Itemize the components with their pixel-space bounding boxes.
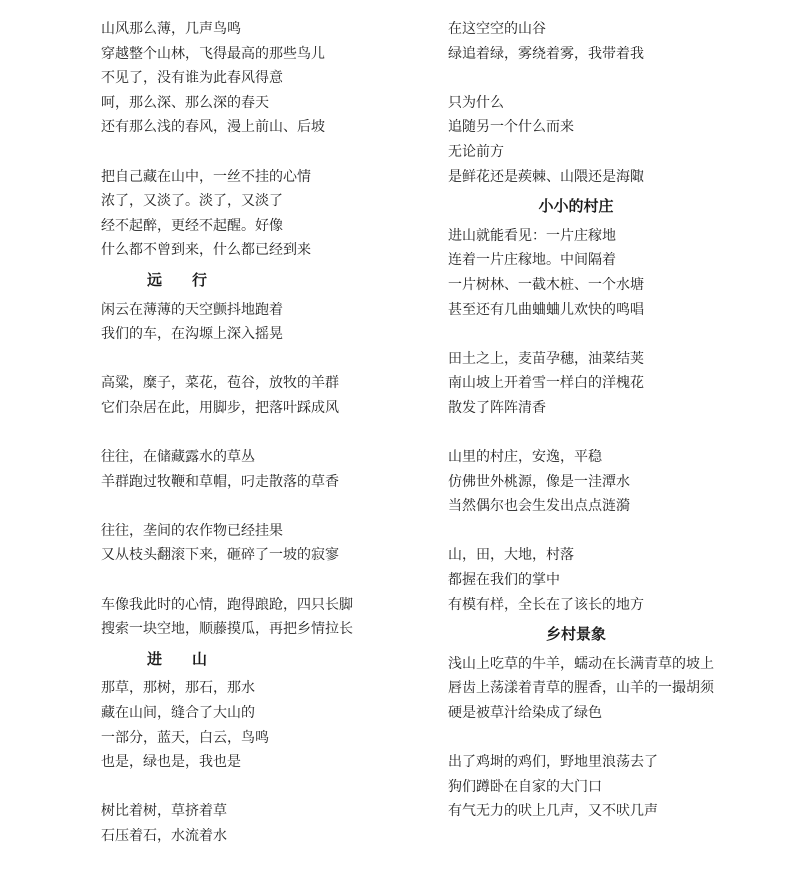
poem-line: 浓了，又淡了。淡了，又淡了 [101,193,283,210]
poem-line: 在这空空的山谷 [448,21,546,37]
poem-line: 树比着树，草挤着草 [101,803,227,820]
poem-yuanxing [101,298,421,642]
poem-line: 石压着石，水流着水 [101,828,227,844]
poem-line: 藏在山间，缝合了大山的 [101,705,255,722]
poem-line: 有模有样，全长在了该长的地方 [448,596,644,613]
right-column [448,17,768,824]
stanza-gap [101,494,421,519]
left-stanza-2 [101,165,421,263]
poem-line: 硬是被草汁给染成了绿色 [448,705,602,722]
stanza-gap [101,775,421,800]
stanza-gap [448,726,768,751]
stanza-gap [448,322,768,347]
poem-line: 把自己藏在山中，一丝不挂的心情 [101,168,311,185]
poem-jinshan [101,676,421,848]
poem-line: 只为什么 [448,94,504,111]
poem-line: 羊群跑过牧鞭和草帽，叼走散落的草香 [101,473,339,490]
poem-line: 往往，在储藏露水的草丛 [101,449,255,466]
poem-line: 追随另一个什么而来 [448,119,574,136]
poem-line: 无论前方 [448,143,504,160]
poem-line: 又从枝头翻滚下来，砸碎了一坡的寂寥 [101,547,339,564]
poem-line: 田土之上，麦苗孕穗，油菜结荚 [448,350,644,367]
stanza-gap [101,568,421,593]
right-stanza-2 [448,91,768,189]
poem-line: 散发了阵阵清香 [448,399,546,416]
stanza-gap [448,66,768,91]
poem-line: 绿追着绿，雾绕着雾，我带着我 [448,45,644,62]
poem-title-yuanxing: 远 行 [146,270,207,289]
poem-line: 经不起醉，更经不起醒。好像 [101,217,283,234]
poem-cunzhuang [448,224,768,618]
right-stanza-1 [448,17,768,66]
poem-title-jinshan: 进 山 [146,649,207,668]
poem-line: 出了鸡埘的鸡们，野地里浪荡去了 [448,754,658,771]
poem-line: 南山坡上开着雪一样白的洋槐花 [448,375,644,392]
poem-line: 车像我此时的心情，跑得踉跄，四只长脚 [101,596,353,613]
poem-line: 有气无力的吠上几声，又不吠几声 [448,803,658,820]
stanza-gap [101,347,421,372]
poem-line: 进山就能看见：一片庄稼地 [448,227,616,244]
poem-line: 山，田，大地，村落 [448,547,574,564]
poem-line: 连着一片庄稼地。中间隔着 [448,252,616,269]
poem-line: 穿越整个山林，飞得最高的那些鸟儿 [101,45,325,62]
poem-line: 不见了，没有谁为此春风得意 [101,70,283,87]
poem-line: 那草，那树，那石，那水 [101,680,255,697]
stanza-gap [101,421,421,446]
poem-line: 闲云在薄薄的天空颤抖地跑着 [101,301,283,318]
stanza-gap [448,519,768,544]
poem-line: 也是，绿也是，我也是 [101,754,241,771]
poem-line: 还有那么浅的春风，漫上前山、后坡 [101,119,325,136]
poem-title-jingxiang: 乡村景象 [545,625,606,644]
poem-line: 唇齿上荡漾着青草的腥香，山羊的一撮胡须 [448,680,714,697]
poem-line: 我们的车，在沟塬上深入摇晃 [101,326,283,343]
poem-line: 当然偶尔也会生发出点点涟漪 [448,498,630,515]
stanza-gap [448,421,768,446]
poem-line: 什么都不曾到来，什么都已经到来 [101,242,311,259]
poem-line: 狗们蹲卧在自家的大门口 [448,778,602,795]
poem-line: 一部分，蓝天，白云，鸟鸣 [101,729,269,746]
poem-line: 往往，垄间的农作物已经挂果 [101,522,283,539]
poem-title-cunzhuang: 小小的村庄 [538,197,614,216]
poem-line: 它们杂居在此，用脚步，把落叶踩成风 [101,399,339,416]
left-column [101,17,421,849]
poem-line: 山里的村庄，安逸，平稳 [448,449,602,466]
poem-line: 山风那么薄，几声鸟鸣 [101,21,241,37]
poem-line: 仿佛世外桃源，像是一洼潭水 [448,473,630,490]
stanza-gap [101,140,421,165]
poem-line: 呵，那么深、那么深的春天 [101,94,269,111]
poem-jingxiang [448,652,768,824]
poem-line: 甚至还有几曲蛐蛐儿欢快的鸣唱 [448,301,644,318]
poem-line: 一片树林、一截木桩、一个水塘 [448,276,644,293]
poem-line: 是鲜花还是蒺棘、山隈还是海陬 [448,168,644,185]
poem-line: 搜索一块空地，顺藤摸瓜，再把乡情拉长 [101,621,353,638]
poem-line: 都握在我们的掌中 [448,572,560,589]
poem-line: 高粱，糜子，菜花，苞谷，放牧的羊群 [101,375,339,392]
left-stanza-1 [101,17,421,140]
poem-line: 浅山上吃草的牛羊，蠕动在长满青草的坡上 [448,655,714,672]
